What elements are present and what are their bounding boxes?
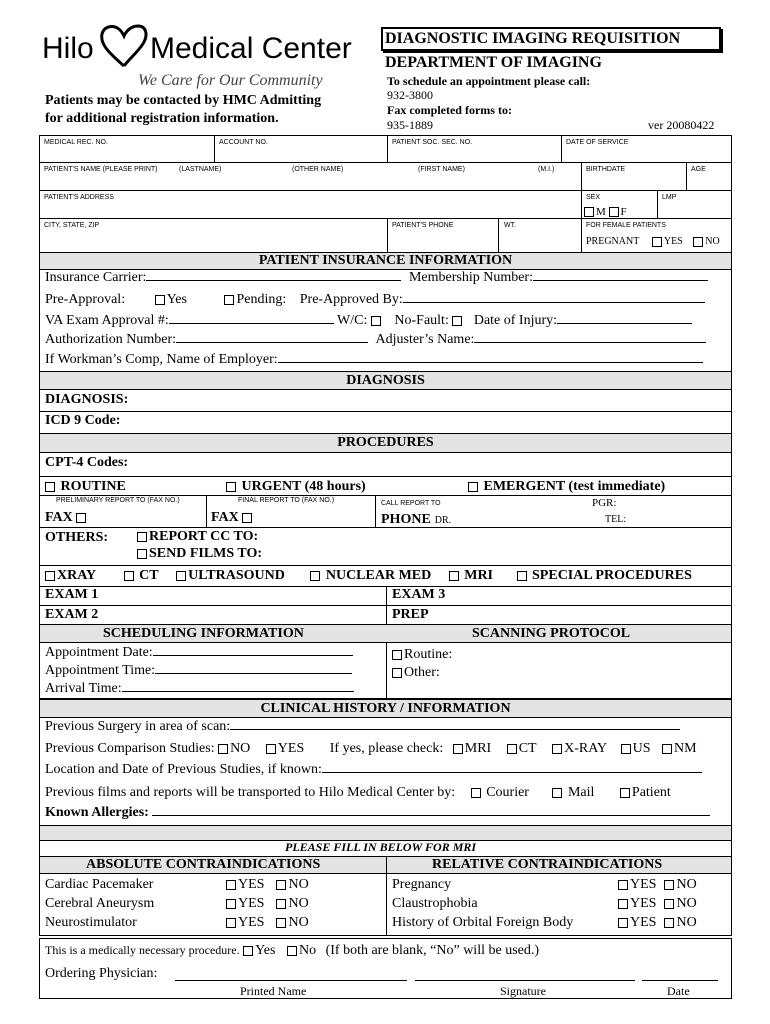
- department-title: DEPARTMENT OF IMAGING: [385, 54, 602, 71]
- employer-row: If Workman’s Comp, Name of Employer:: [45, 352, 703, 368]
- fax-label: Fax completed forms to:: [387, 103, 512, 117]
- membership-field[interactable]: [533, 280, 708, 281]
- call-phone: PHONE DR.: [381, 512, 452, 527]
- prev-studies-row: Previous Comparison Studies: NO YES If yes, please check: MRI CT X-RAY US NM: [45, 741, 697, 756]
- carrier-field[interactable]: [146, 280, 401, 281]
- nuclear-checkbox[interactable]: [310, 571, 320, 581]
- exam2-label: EXAM 2: [45, 607, 99, 622]
- exam1-label: EXAM 1: [45, 587, 99, 602]
- prev-nm-checkbox[interactable]: [662, 744, 672, 754]
- cpt-label: CPT-4 Codes:: [45, 455, 129, 470]
- final-label: FINAL REPORT TO (FAX NO.): [238, 497, 335, 504]
- pre-approval-pending-checkbox[interactable]: [224, 295, 234, 305]
- fax-number: 935-1889: [387, 118, 433, 132]
- adjuster-field[interactable]: [474, 342, 706, 343]
- pregnant-yes-checkbox[interactable]: [652, 237, 662, 247]
- rel-no-checkbox[interactable]: [664, 880, 674, 890]
- rel-yes-checkbox[interactable]: [618, 918, 628, 928]
- modality-row: XRAY CT ULTRASOUND NUCLEAR MED MRI SPECIAL PROCEDURES: [45, 568, 692, 584]
- signature-field[interactable]: [415, 980, 635, 981]
- abs-row: Cardiac Pacemaker: [45, 877, 154, 892]
- report-cc-checkbox[interactable]: [137, 532, 147, 542]
- form-title: DIAGNOSTIC IMAGING REQUISITION: [381, 27, 721, 51]
- routine-checkbox[interactable]: [45, 482, 55, 492]
- soc-sec-label: PATIENT SOC. SEC. NO.: [392, 139, 473, 146]
- age-label: AGE: [691, 166, 706, 173]
- rel-no-checkbox[interactable]: [664, 918, 674, 928]
- abs-yes-checkbox[interactable]: [226, 899, 236, 909]
- call-label: CALL REPORT TO: [381, 500, 441, 507]
- authorization-row: Authorization Number: Adjuster’s Name:: [45, 332, 706, 348]
- contact-note-2: for additional registration information.: [45, 111, 279, 126]
- abs-no-checkbox[interactable]: [276, 880, 286, 890]
- employer-field[interactable]: [278, 362, 703, 363]
- prev-surgery-field[interactable]: [230, 729, 680, 730]
- scan-other-checkbox[interactable]: [392, 668, 402, 678]
- mail-checkbox[interactable]: [552, 788, 562, 798]
- clinical-section-header: CLINICAL HISTORY / INFORMATION: [39, 699, 732, 718]
- tel-label: TEL:: [605, 514, 627, 525]
- logo-text-right: Medical Center: [150, 32, 352, 65]
- sex-f-checkbox[interactable]: [609, 207, 619, 217]
- pre-approval-row: Pre-Approval: Yes Pending: Pre-Approved By:: [45, 292, 705, 308]
- pregnant-row: PREGNANT YES NO: [586, 236, 720, 247]
- arrival-row: Arrival Time:: [45, 681, 354, 697]
- prelim-fax-checkbox[interactable]: [76, 513, 86, 523]
- schedule-phone: 932-3800: [387, 88, 433, 102]
- emergent-option: EMERGENT (test immediate): [468, 479, 665, 495]
- abs-yes-no: YES NO: [226, 915, 309, 931]
- first-name-label: (FIRST NAME): [418, 166, 465, 173]
- female-label: FOR FEMALE PATIENTS: [586, 222, 666, 229]
- prelim-fax: FAX: [45, 510, 88, 526]
- prep-label: PREP: [392, 607, 429, 622]
- lmp-label: LMP: [662, 194, 677, 201]
- sex-options: M F: [584, 206, 627, 218]
- rel-row: Pregnancy: [392, 877, 452, 892]
- abs-row: Cerebral Aneurysm: [45, 896, 155, 911]
- contact-note-1: Patients may be contacted by HMC Admitting: [45, 93, 322, 108]
- va-exam-field[interactable]: [169, 323, 334, 324]
- others-label: OTHERS:: [45, 530, 109, 545]
- mri-checkbox[interactable]: [449, 571, 459, 581]
- pregnant-no-checkbox[interactable]: [693, 237, 703, 247]
- emergent-checkbox[interactable]: [468, 482, 478, 492]
- abs-yes-checkbox[interactable]: [226, 918, 236, 928]
- abs-no-checkbox[interactable]: [276, 899, 286, 909]
- patient-checkbox[interactable]: [620, 788, 630, 798]
- no-fault-checkbox[interactable]: [452, 316, 462, 326]
- signature-caption: Signature: [500, 984, 546, 998]
- necessary-no-checkbox[interactable]: [287, 946, 297, 956]
- tagline: We Care for Our Community: [138, 72, 323, 89]
- abs-row: Neurostimulator: [45, 915, 137, 930]
- rel-yes-no: YES NO: [618, 896, 697, 912]
- printed-name-caption: Printed Name: [240, 984, 307, 998]
- date-caption: Date: [667, 984, 690, 998]
- abs-yes-no: YES NO: [226, 896, 309, 912]
- rel-row: Claustrophobia: [392, 896, 478, 911]
- urgent-checkbox[interactable]: [226, 482, 236, 492]
- schedule-label: To schedule an appointment please call:: [387, 74, 591, 88]
- printed-name-field[interactable]: [175, 980, 407, 981]
- rel-yes-checkbox[interactable]: [618, 899, 628, 909]
- routine-option: ROUTINE: [45, 479, 126, 495]
- scheduling-title: SCHEDULING INFORMATION: [103, 626, 304, 641]
- prev-no-checkbox[interactable]: [218, 744, 228, 754]
- location-row: Location and Date of Previous Studies, if known:: [45, 762, 702, 778]
- ordering-physician-label: Ordering Physician:: [45, 966, 158, 981]
- ultrasound-checkbox[interactable]: [176, 571, 186, 581]
- rel-yes-no: YES NO: [618, 915, 697, 931]
- scan-routine-checkbox[interactable]: [392, 650, 402, 660]
- appt-date-field[interactable]: [153, 655, 353, 656]
- sex-label: SEX: [586, 194, 601, 201]
- mri-banner-bg: [39, 825, 732, 841]
- prev-yes-checkbox[interactable]: [266, 744, 276, 754]
- va-exam-row: VA Exam Approval #: W/C: No-Fault: Date of Injury:: [45, 313, 692, 329]
- abs-yes-checkbox[interactable]: [226, 880, 236, 890]
- send-films-checkbox[interactable]: [137, 549, 147, 559]
- rel-no-checkbox[interactable]: [664, 899, 674, 909]
- carrier-row: Insurance Carrier: Membership Number:: [45, 270, 708, 286]
- date-field[interactable]: [642, 980, 718, 981]
- heart-logo-icon: [98, 22, 150, 70]
- send-films: SEND FILMS TO:: [137, 546, 262, 562]
- scanning-title: SCANNING PROTOCOL: [472, 626, 631, 641]
- patient-name-label: PATIENT'S NAME (PLEASE PRINT): [44, 166, 158, 173]
- medical-rec-no-label: MEDICAL REC. NO.: [44, 139, 108, 146]
- appt-time-row: Appointment Time:: [45, 663, 352, 679]
- city-label: CITY, STATE, ZIP: [44, 222, 100, 229]
- mi-label: (M.I.): [538, 166, 555, 173]
- sex-m-checkbox[interactable]: [584, 207, 594, 217]
- abs-yes-no: YES NO: [226, 877, 309, 893]
- pre-approved-by-field[interactable]: [403, 302, 705, 303]
- arrival-field[interactable]: [122, 691, 354, 692]
- prelim-label: PRELIMINARY REPORT TO (FAX NO.): [56, 497, 180, 504]
- prev-ct-checkbox[interactable]: [507, 744, 517, 754]
- phone-label: PATIENT'S PHONE: [392, 222, 454, 229]
- mri-banner: PLEASE FILL IN BELOW FOR MRI: [285, 840, 477, 854]
- pgr-label: PGR:: [592, 497, 617, 509]
- ct-checkbox[interactable]: [124, 571, 134, 581]
- birthdate-label: BIRTHDATE: [586, 166, 626, 173]
- rel-yes-checkbox[interactable]: [618, 880, 628, 890]
- allergies-row: Known Allergies:: [45, 805, 710, 821]
- allergies-field[interactable]: [152, 815, 710, 816]
- pre-approval-yes-checkbox[interactable]: [155, 295, 165, 305]
- special-checkbox[interactable]: [517, 571, 527, 581]
- films-row: Previous films and reports will be transported to Hilo Medical Center by: Courier Mail Patient: [45, 785, 671, 800]
- necessary-row: This is a medically necessary procedure. Yes No (If both are blank, “No” will be used.): [45, 943, 540, 958]
- necessary-yes-checkbox[interactable]: [243, 946, 253, 956]
- account-no-label: ACCOUNT NO.: [219, 139, 268, 146]
- diagnosis-label: DIAGNOSIS:: [45, 392, 129, 407]
- exam3-label: EXAM 3: [392, 587, 446, 602]
- insurance-section-header: PATIENT INSURANCE INFORMATION: [39, 252, 732, 270]
- absolute-title: ABSOLUTE CONTRAINDICATIONS: [86, 857, 321, 872]
- appt-date-row: Appointment Date:: [45, 645, 353, 661]
- last-name-label: (LASTNAME): [179, 166, 222, 173]
- icd-label: ICD 9 Code:: [45, 413, 121, 428]
- wt-label: WT.: [504, 222, 517, 229]
- version: ver 20080422: [648, 118, 715, 132]
- scan-routine: Routine:: [392, 647, 452, 663]
- report-cc: REPORT CC TO:: [137, 529, 258, 545]
- rel-row: History of Orbital Foreign Body: [392, 915, 574, 930]
- prev-xray-checkbox[interactable]: [552, 744, 562, 754]
- xray-checkbox[interactable]: [45, 571, 55, 581]
- other-name-label: (OTHER NAME): [292, 166, 344, 173]
- prev-mri-checkbox[interactable]: [453, 744, 463, 754]
- authorization-field[interactable]: [176, 342, 368, 343]
- location-field[interactable]: [322, 772, 702, 773]
- final-fax-checkbox[interactable]: [242, 513, 252, 523]
- date-of-service-label: DATE OF SERVICE: [566, 139, 629, 146]
- diagnosis-section-header: DIAGNOSIS: [39, 371, 732, 390]
- procedures-section-header: PROCEDURES: [39, 433, 732, 453]
- address-label: PATIENT'S ADDRESS: [44, 194, 114, 201]
- abs-no-checkbox[interactable]: [276, 918, 286, 928]
- scan-other: Other:: [392, 665, 440, 681]
- final-fax: FAX: [211, 510, 254, 526]
- logo-text-left: Hilo: [42, 32, 94, 65]
- prev-surgery-row: Previous Surgery in area of scan:: [45, 719, 680, 735]
- prev-us-checkbox[interactable]: [621, 744, 631, 754]
- relative-title: RELATIVE CONTRAINDICATIONS: [432, 857, 663, 872]
- date-injury-field[interactable]: [557, 323, 692, 324]
- appt-time-field[interactable]: [155, 673, 352, 674]
- courier-checkbox[interactable]: [471, 788, 481, 798]
- urgent-option: URGENT (48 hours): [226, 479, 366, 495]
- wc-checkbox[interactable]: [371, 316, 381, 326]
- rel-yes-no: YES NO: [618, 877, 697, 893]
